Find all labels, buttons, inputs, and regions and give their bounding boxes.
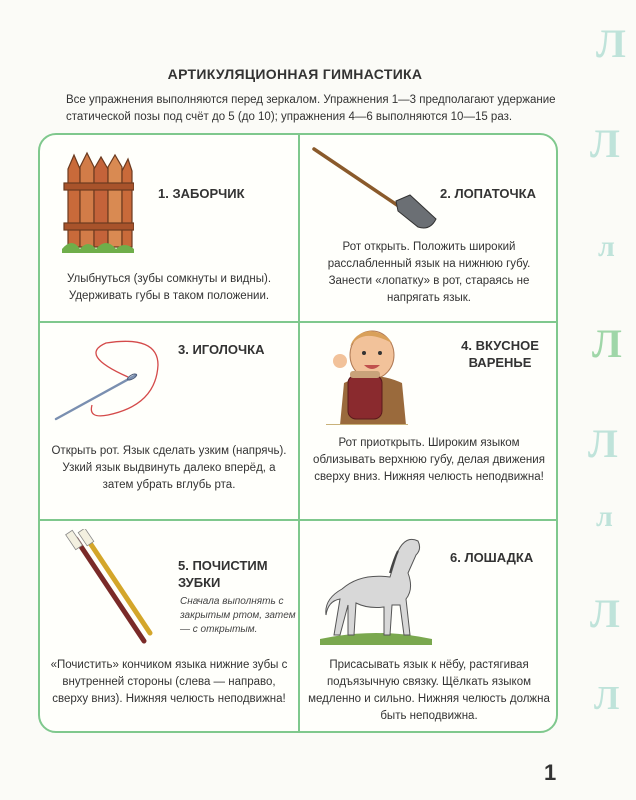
exercise-title: 3. ИГОЛОЧКА <box>178 342 265 357</box>
toothbrush-icon <box>62 529 162 649</box>
exercise-title: 1. ЗАБОРЧИК <box>158 186 245 201</box>
exercise-description: «Почистить» кончиком языка нижние зубы с внутренней стороны (слева — направо, сверху вниз). Нижняя челюсть неподвижна! <box>50 659 288 705</box>
page-title: АРТИКУЛЯЦИОННАЯ ГИМНАСТИКА <box>167 66 423 82</box>
exercise-card-6 <box>300 521 558 722</box>
exercise-title: 5. ПОЧИСТИМ ЗУБКИ <box>178 558 268 590</box>
exercise-card-4 <box>300 323 558 511</box>
exercise-card-2 <box>300 135 558 323</box>
fence-icon <box>62 149 134 253</box>
exercise-card-1 <box>40 135 298 323</box>
needle-icon <box>48 335 168 425</box>
exercise-note: Сначала выполнять с закрытым ртом, затем — с открытым. <box>180 596 296 635</box>
decorative-letters: Л Л л Л Л л Л Л <box>588 21 626 717</box>
horse-icon <box>320 529 432 645</box>
exercise-description: Рот приоткрыть. Широким языком облизывать верхнюю губу, делая движения сверху вниз. Нижняя челюсть неподвижна! <box>313 437 545 483</box>
exercise-card-3 <box>40 323 298 511</box>
shovel-icon <box>310 145 440 235</box>
exercise-description: Присасывать язык к нёбу, растягивая подъязычную связку. Щёлкать языком медленно и сильно. Нижняя челюсть должна быть неподвижна. <box>308 659 550 722</box>
exercise-description: Рот открыть. Положить широкий расслабленный язык на нижнюю губу. Занести «лопатку» в рот, стараясь не напрягать язык. <box>327 241 531 304</box>
exercise-grid <box>38 133 558 733</box>
exercise-title: 2. ЛОПАТОЧКА <box>440 186 536 201</box>
exercise-title: 4. ВКУСНОЕ ВАРЕНЬЕ <box>461 338 539 370</box>
page-number: 1 <box>544 760 557 785</box>
exercise-description: Открыть рот. Язык сделать узким (напрячь). Узкий язык выдвинуть далеко вперёд, а затем убрать вглубь рта. <box>51 445 287 491</box>
intro-text: Все упражнения выполняются перед зеркалом. Упражнения 1—3 предполагают удержание статической позы под счёт до 5 (до 10); упражнения 4—6 выполняются 10—15 раз. <box>66 94 556 123</box>
child-with-jam-icon <box>322 325 408 425</box>
exercise-title: 6. ЛОШАДКА <box>450 550 534 565</box>
exercise-card-5 <box>40 521 298 709</box>
exercise-description: Улыбнуться (зубы сомкнуты и видны). Удерживать губы в таком положении. <box>66 273 272 302</box>
